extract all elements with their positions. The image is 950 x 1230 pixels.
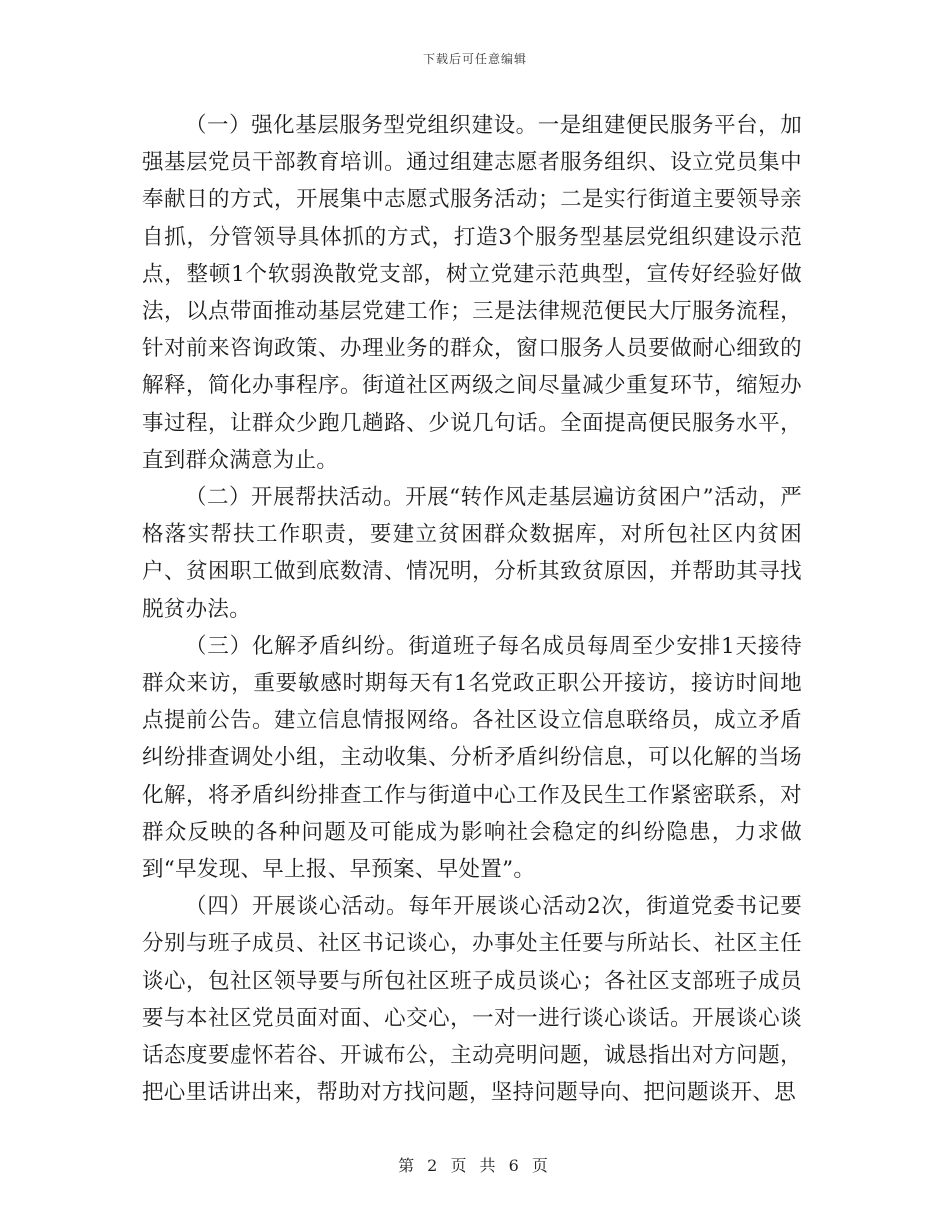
page-number-footer: 第 2 页 共 6 页 (398, 1156, 552, 1175)
page-header-note: 下载后可任意编辑 (422, 52, 527, 66)
paragraph-2: （二）开展帮扶活动。开展“转作风走基层遍访贫困户”活动，严格落实帮扶工作职责，要建立贫困群众数据库，对所包社区内贫困户、贫困职工做到底数清、情况明，分析其致贫原因，并帮助其寻找脱贫办法。 (142, 485, 802, 622)
paragraph-3: （三）化解矛盾纠纷。街道班子每名成员每周至少安排1天接待群众来访，重要敏感时期每天有1名党政正职公开接访，接访时间地点提前公告。建立信息情报网络。各社区设立信息联络员，成立矛盾纠纷排查调处小组，主动收集、分析矛盾纠纷信息，可以化解的当场化解，将矛盾纠纷排查工作与街道中心工作及民生工作紧密联系，对群众反映的各种问题及可能成为影响社会稳定的纠纷隐患，力求做到“早发现、早上报、早预案、早处置”。 (142, 633, 802, 883)
document-body (142, 107, 802, 1111)
paragraph-4: （四）开展谈心活动。每年开展谈心活动2次，街道党委书记要分别与班子成员、社区书记谈心，办事处主任要与所站长、社区主任谈心，包社区领导要与所包社区班子成员谈心；各社区支部班子成员要与本社区党员面对面、心交心，一对一进行谈心谈话。开展谈心谈话态度要虚怀若谷、开诚布公，主动亮明问题，诚恳指出对方问题，把心里话讲出来，帮助对方找问题，坚持问题导向、把问题谈开、思 (142, 894, 802, 1106)
paragraph-1: （一）强化基层服务型党组织建设。一是组建便民服务平台，加强基层党员干部教育培训。通过组建志愿者服务组织、设立党员集中奉献日的方式，开展集中志愿式服务活动；二是实行街道主要领导亲自抓，分管领导具体抓的方式，打造3个服务型基层党组织建设示范点，整顿1个软弱涣散党支部，树立党建示范典型，宣传好经验好做法，以点带面推动基层党建工作；三是法律规范便民大厅服务流程，针对前来咨询政策、办理业务的群众，窗口服务人员要做耐心细致的解释，简化办事程序。街道社区两级之间尽量减少重复环节，缩短办事过程，让群众少跑几趟路、少说几句话。全面提高便民服务水平，直到群众满意为止。 (142, 113, 802, 473)
